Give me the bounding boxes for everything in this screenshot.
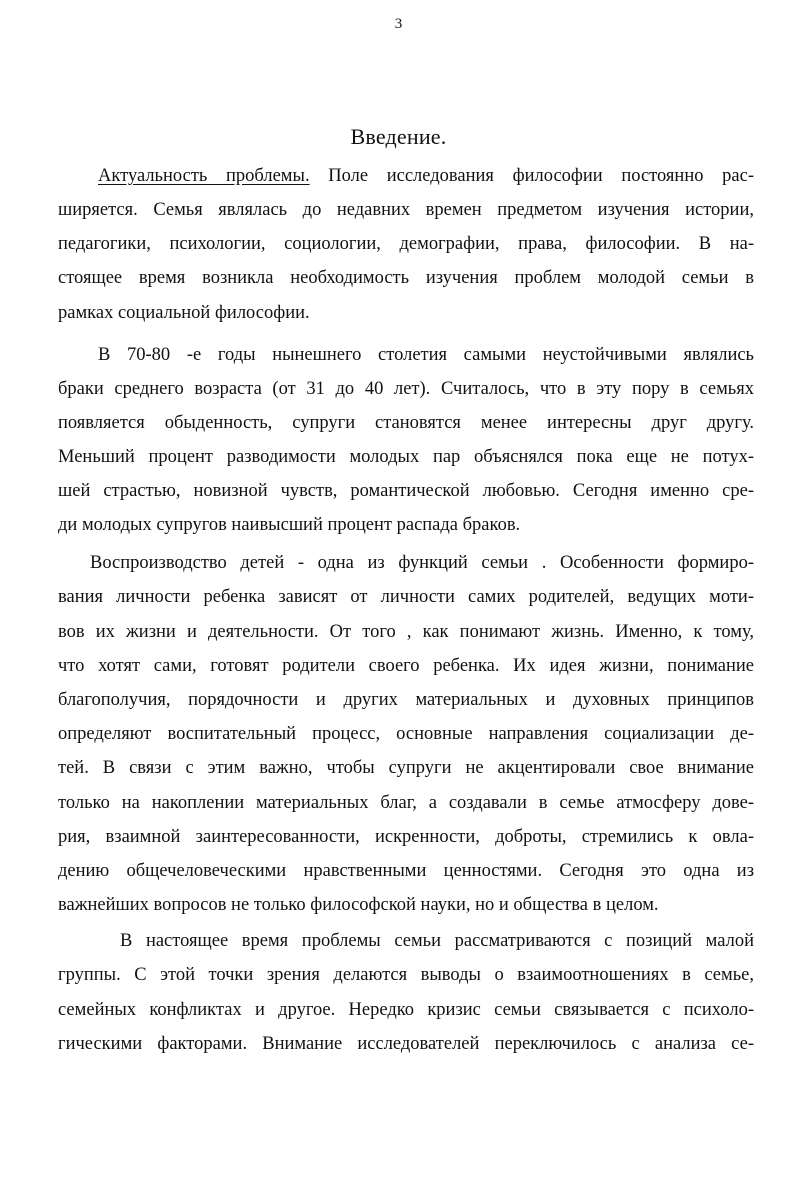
paragraph-line: педагогики, психологии, социологии, демографии, права, философии. В на- [58,234,754,254]
paragraph-line: В настоящее время проблемы семьи рассматриваются с позиций малой [120,931,754,951]
page-number: 3 [394,16,403,32]
paragraph-line: только на накоплении материальных благ, а создавали в семье атмосферу дове- [58,793,754,813]
paragraph-line: стоящее время возникла необходимость изучения проблем молодой семьи в [58,268,754,288]
paragraph-line: Воспроизводство детей - одна из функций семьи . Особенности формиро- [90,553,754,573]
paragraph-line: В 70-80 -е годы нынешнего столетия самыми неустойчивыми являлись [98,345,754,365]
paragraph-line: семейных конфликтах и другое. Нередко кризис семьи связывается с психоло- [58,1000,754,1020]
paragraph-line: Меньший процент разводимости молодых пар объяснялся пока еще не потух- [58,447,754,467]
paragraph-line: появляется обыденность, супруги становятся менее интересны друг другу. [58,413,754,433]
paragraph-line: важнейших вопросов не только философской науки, но и общества в целом. [58,895,659,915]
paragraph-line: ширяется. Семья являлась до недавних времен предметом изучения истории, [58,200,754,220]
topic-label: Актуальность проблемы. [98,166,310,186]
paragraph-line [98,165,754,187]
paragraph-line: вов их жизни и деятельности. От того , как понимают жизнь. Именно, к тому, [58,622,754,642]
paragraph-line: рамках социальной философии. [58,303,310,323]
paragraph-line: дению общечеловеческими нравственными ценностями. Сегодня это одна из [58,861,754,881]
paragraph-line: гическими факторами. Внимание исследователей переключилось с анализа се- [58,1034,754,1054]
paragraph-line: браки среднего возраста (от 31 до 40 лет). Считалось, что в эту пору в семьях [58,379,754,399]
paragraph-line: тей. В связи с этим важно, чтобы супруги не акцентировали свое внимание [58,758,754,778]
section-heading: Введение. [350,124,447,149]
paragraph-line: рия, взаимной заинтересованности, искренности, доброты, стремились к овла- [58,827,754,847]
line-text: Поле исследования философии постоянно рас- [309,166,754,186]
paragraph-line: благополучия, порядочности и других материальных и духовных принципов [58,690,754,710]
paragraph-line: определяют воспитательный процесс, основные направления социализации де- [58,724,754,744]
paragraph-line: вания личности ребенка зависят от личности самих родителей, ведущих моти- [58,587,754,607]
paragraph-line: ди молодых супругов наивысший процент распада браков. [58,515,521,535]
paragraph-line: шей страстью, новизной чувств, романтической любовью. Сегодня именно сре- [58,481,754,501]
paragraph-line: группы. С этой точки зрения делаются выводы о взаимоотношениях в семье, [58,965,754,985]
paragraph-line: что хотят сами, готовят родители своего ребенка. Их идея жизни, понимание [58,656,754,676]
